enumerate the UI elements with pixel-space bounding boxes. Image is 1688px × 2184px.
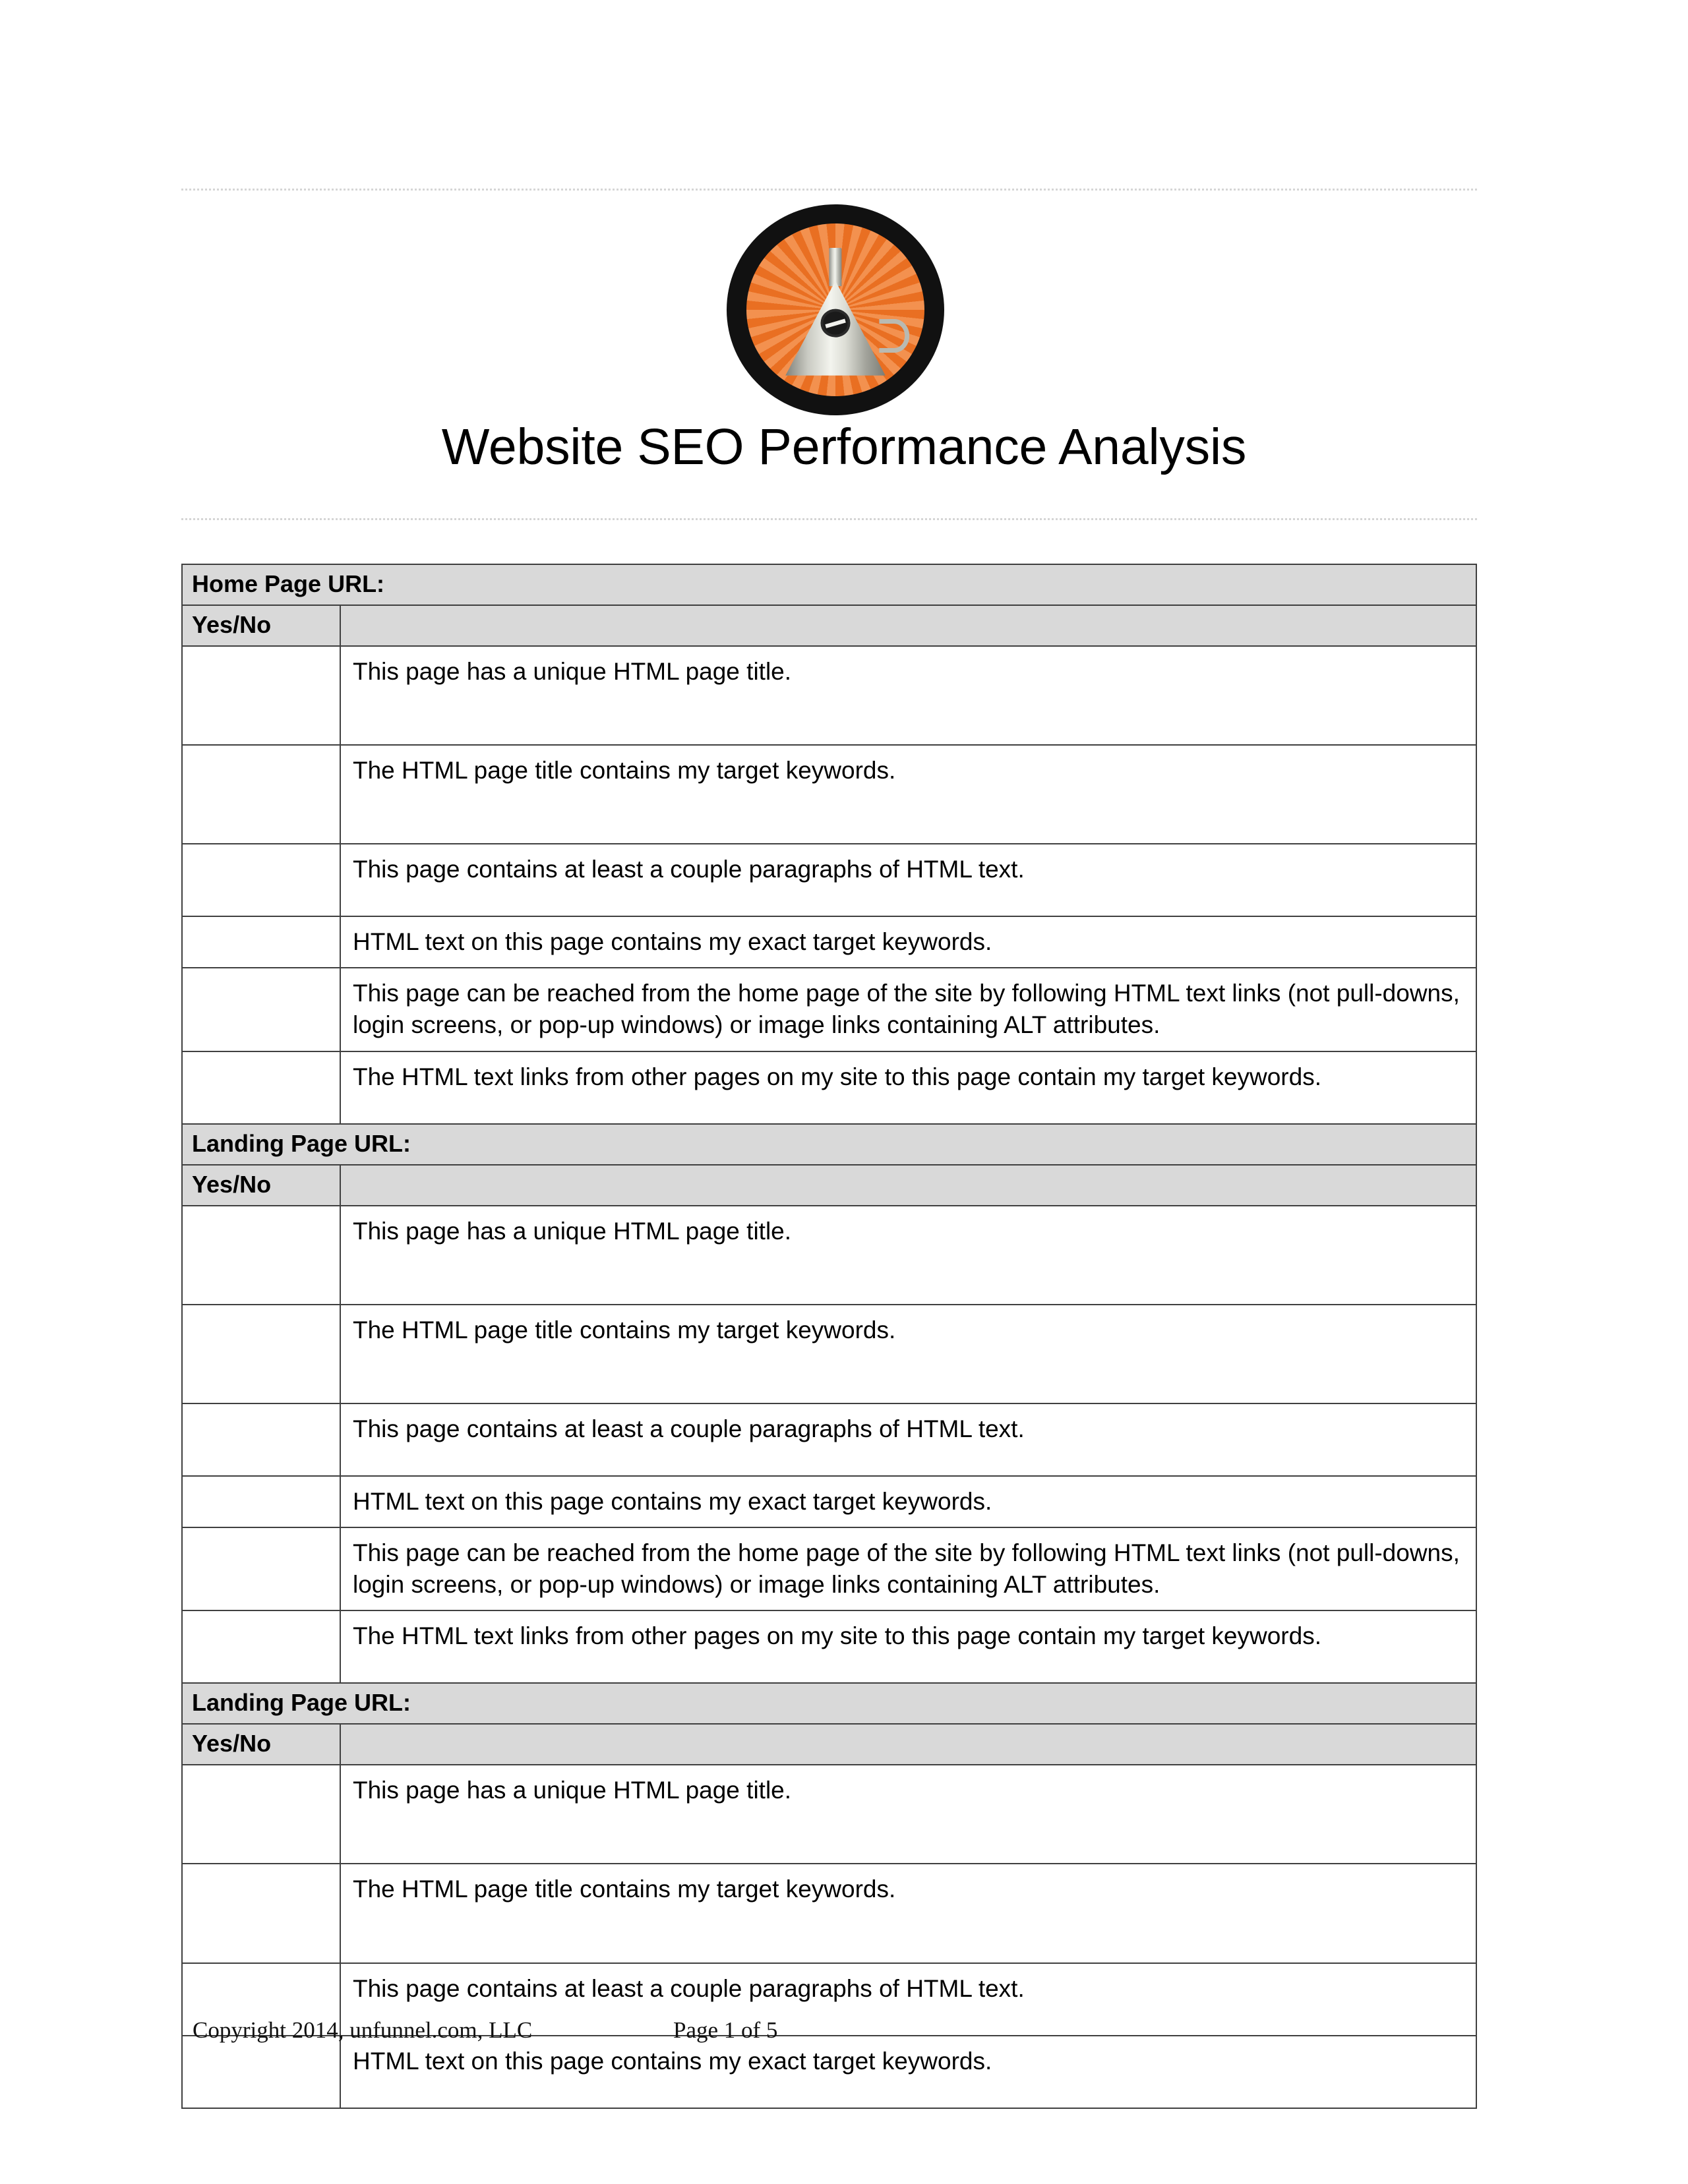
- checklist-item: This page contains at least a couple paragraphs of HTML text.: [340, 1403, 1476, 1476]
- checklist-item: HTML text on this page contains my exact target keywords.: [340, 916, 1476, 968]
- header-rule-bottom: [181, 518, 1477, 520]
- yes-no-header-spacer: [340, 1724, 1476, 1765]
- answer-input-cell[interactable]: [182, 916, 340, 968]
- page-footer: [193, 2017, 1248, 2044]
- funnel-shape: [785, 248, 886, 376]
- yes-no-column-header: Yes/No: [182, 1724, 340, 1765]
- yes-no-header-row: [182, 1165, 1476, 1206]
- section-header-row: [182, 564, 1476, 605]
- seo-checklist-table: [181, 564, 1477, 2109]
- funnel-emblem-icon: [820, 309, 850, 338]
- answer-input-cell[interactable]: [182, 1051, 340, 1124]
- table-row: [182, 2036, 1476, 2108]
- table-row: [182, 1610, 1476, 1683]
- funnel-handle: [880, 319, 909, 352]
- copyright-text: Copyright 2014, unfunnel.com, LLC: [193, 2017, 533, 2043]
- table-row: [182, 844, 1476, 916]
- logo-ring: [727, 204, 944, 415]
- table-row: [182, 1051, 1476, 1124]
- yes-no-header-spacer: [340, 605, 1476, 646]
- checklist-item: This page can be reached from the home page of the site by following HTML text links (not pull-downs, login screens, or pop-up windows) or image links containing ALT attributes.: [340, 1527, 1476, 1610]
- yes-no-header-spacer: [340, 1165, 1476, 1206]
- section-heading[interactable]: Landing Page URL:: [182, 1124, 1476, 1165]
- answer-input-cell[interactable]: [182, 1765, 340, 1864]
- checklist-item: The HTML page title contains my target keywords.: [340, 1305, 1476, 1403]
- yes-no-column-header: Yes/No: [182, 605, 340, 646]
- checklist-item: This page contains at least a couple paragraphs of HTML text.: [340, 1963, 1476, 2036]
- header-rule-top: [181, 189, 1477, 191]
- answer-input-cell[interactable]: [182, 1403, 340, 1476]
- section-header-row: [182, 1124, 1476, 1165]
- yes-no-column-header: Yes/No: [182, 1165, 340, 1206]
- table-row: [182, 1864, 1476, 1963]
- table-row: [182, 1765, 1476, 1864]
- table-row: [182, 1403, 1476, 1476]
- table-row: [182, 745, 1476, 844]
- table-row: [182, 1527, 1476, 1610]
- table-row: [182, 1206, 1476, 1305]
- funnel-neck: [829, 248, 842, 286]
- checklist-item: This page has a unique HTML page title.: [340, 1765, 1476, 1864]
- logo-burst: [746, 223, 925, 396]
- checklist-item: HTML text on this page contains my exact target keywords.: [340, 1476, 1476, 1527]
- table-row: [182, 646, 1476, 745]
- checklist-item: The HTML text links from other pages on my site to this page contain my target keywords.: [340, 1610, 1476, 1683]
- checklist-item: This page contains at least a couple paragraphs of HTML text.: [340, 844, 1476, 916]
- checklist-item: This page has a unique HTML page title.: [340, 646, 1476, 745]
- answer-input-cell[interactable]: [182, 968, 340, 1051]
- checklist-item: The HTML page title contains my target keywords.: [340, 1864, 1476, 1963]
- yes-no-header-row: [182, 605, 1476, 646]
- table-row: [182, 968, 1476, 1051]
- funnel-logo-icon: [727, 204, 944, 415]
- section-heading[interactable]: Landing Page URL:: [182, 1683, 1476, 1724]
- section-header-row: [182, 1683, 1476, 1724]
- answer-input-cell[interactable]: [182, 745, 340, 844]
- checklist-item: This page can be reached from the home page of the site by following HTML text links (not pull-downs, login screens, or pop-up windows) or image links containing ALT attributes.: [340, 968, 1476, 1051]
- answer-input-cell[interactable]: [182, 646, 340, 745]
- answer-input-cell[interactable]: [182, 1476, 340, 1527]
- checklist-item: The HTML page title contains my target keywords.: [340, 745, 1476, 844]
- answer-input-cell[interactable]: [182, 1305, 340, 1403]
- checklist-item: The HTML text links from other pages on my site to this page contain my target keywords.: [340, 1051, 1476, 1124]
- table-row: [182, 1305, 1476, 1403]
- table-row: [182, 916, 1476, 968]
- checklist-item: This page has a unique HTML page title.: [340, 1206, 1476, 1305]
- checklist-item: HTML text on this page contains my exact target keywords.: [340, 2036, 1476, 2108]
- section-heading[interactable]: Home Page URL:: [182, 564, 1476, 605]
- answer-input-cell[interactable]: [182, 2036, 340, 2108]
- page-number: Page 1 of 5: [673, 2017, 778, 2043]
- answer-input-cell[interactable]: [182, 1206, 340, 1305]
- table-row: [182, 1476, 1476, 1527]
- answer-input-cell[interactable]: [182, 1527, 340, 1610]
- yes-no-header-row: [182, 1724, 1476, 1765]
- answer-input-cell[interactable]: [182, 1610, 340, 1683]
- answer-input-cell[interactable]: [182, 844, 340, 916]
- page-title: Website SEO Performance Analysis: [441, 419, 1247, 475]
- answer-input-cell[interactable]: [182, 1864, 340, 1963]
